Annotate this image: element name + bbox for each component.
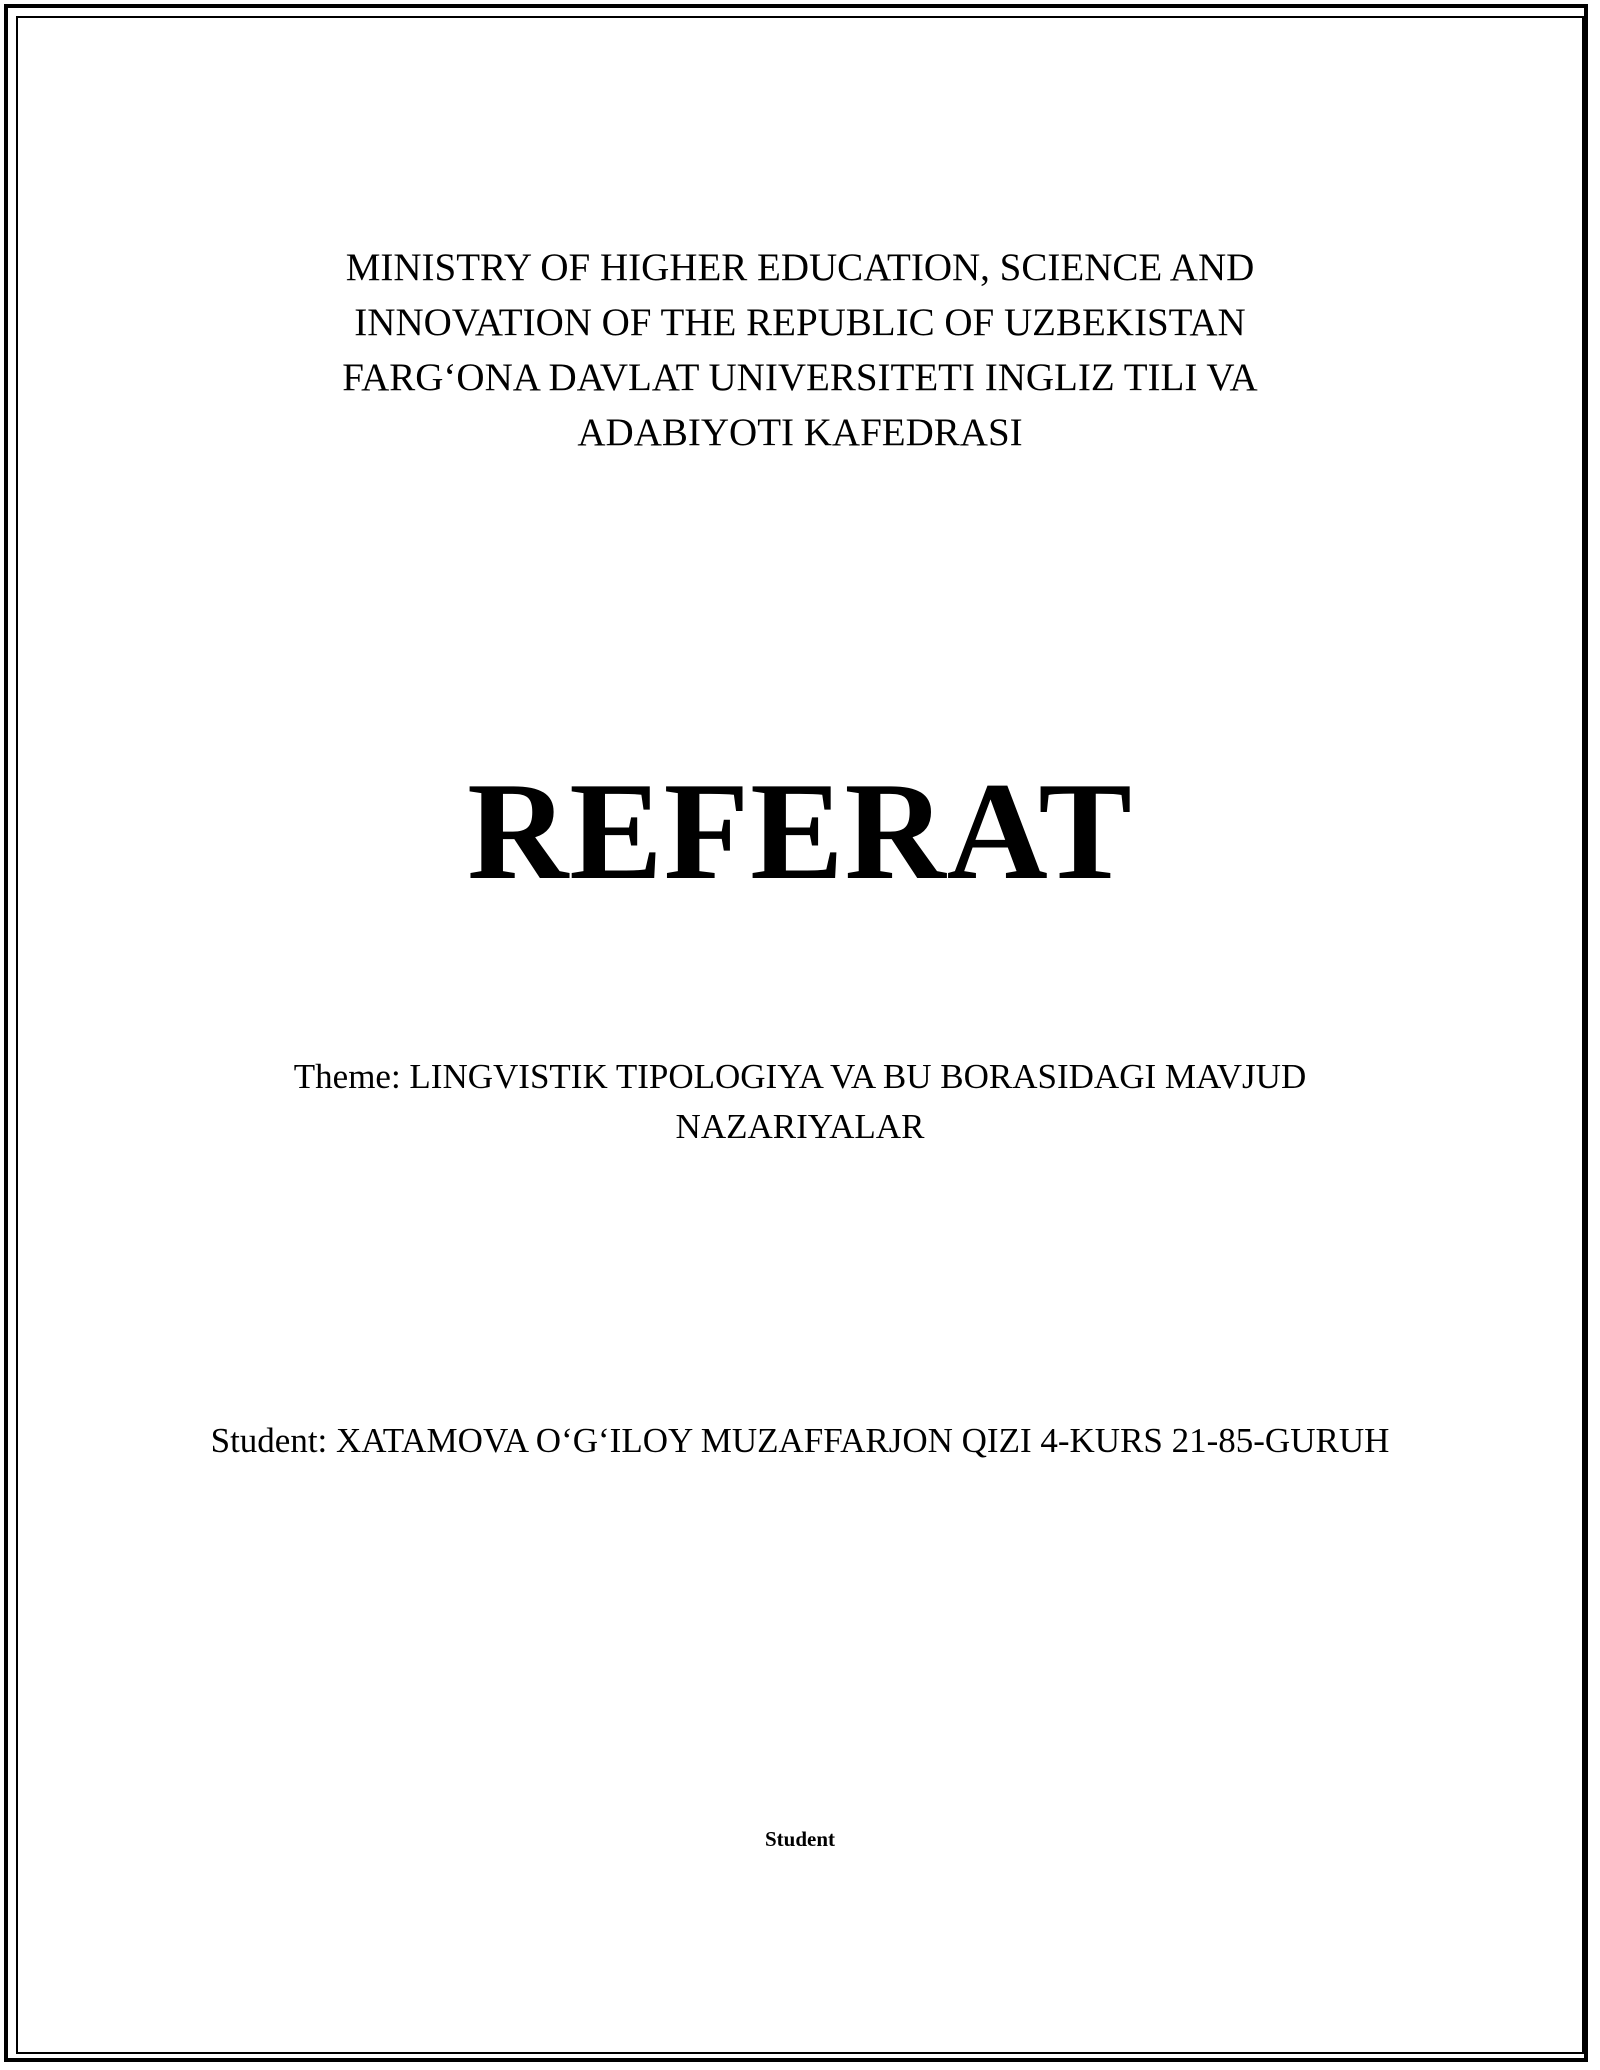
institution-line: ADABIYOTI KAFEDRASI xyxy=(577,411,1023,454)
signature-label: Student xyxy=(764,1827,836,1851)
institution-line: INNOVATION OF THE REPUBLIC OF UZBEKISTAN xyxy=(354,301,1246,344)
institution-line: FARG‘ONA DAVLAT UNIVERSITETI INGLIZ TILI VA xyxy=(342,356,1258,399)
student-info: Student: XATAMOVA O‘G‘ILOY MUZAFFARJON QIZI 4-KURS 21-85-GURUH xyxy=(210,1421,1390,1460)
document-title: REFERAT xyxy=(467,754,1133,909)
institution-line: MINISTRY OF HIGHER EDUCATION, SCIENCE AND xyxy=(345,246,1255,289)
theme-text: Theme: LINGVISTIK TIPOLOGIYA VA BU BORASIDAGI MAVJUD NAZARIYALAR xyxy=(293,1057,1307,1146)
institution-heading xyxy=(200,240,1400,460)
